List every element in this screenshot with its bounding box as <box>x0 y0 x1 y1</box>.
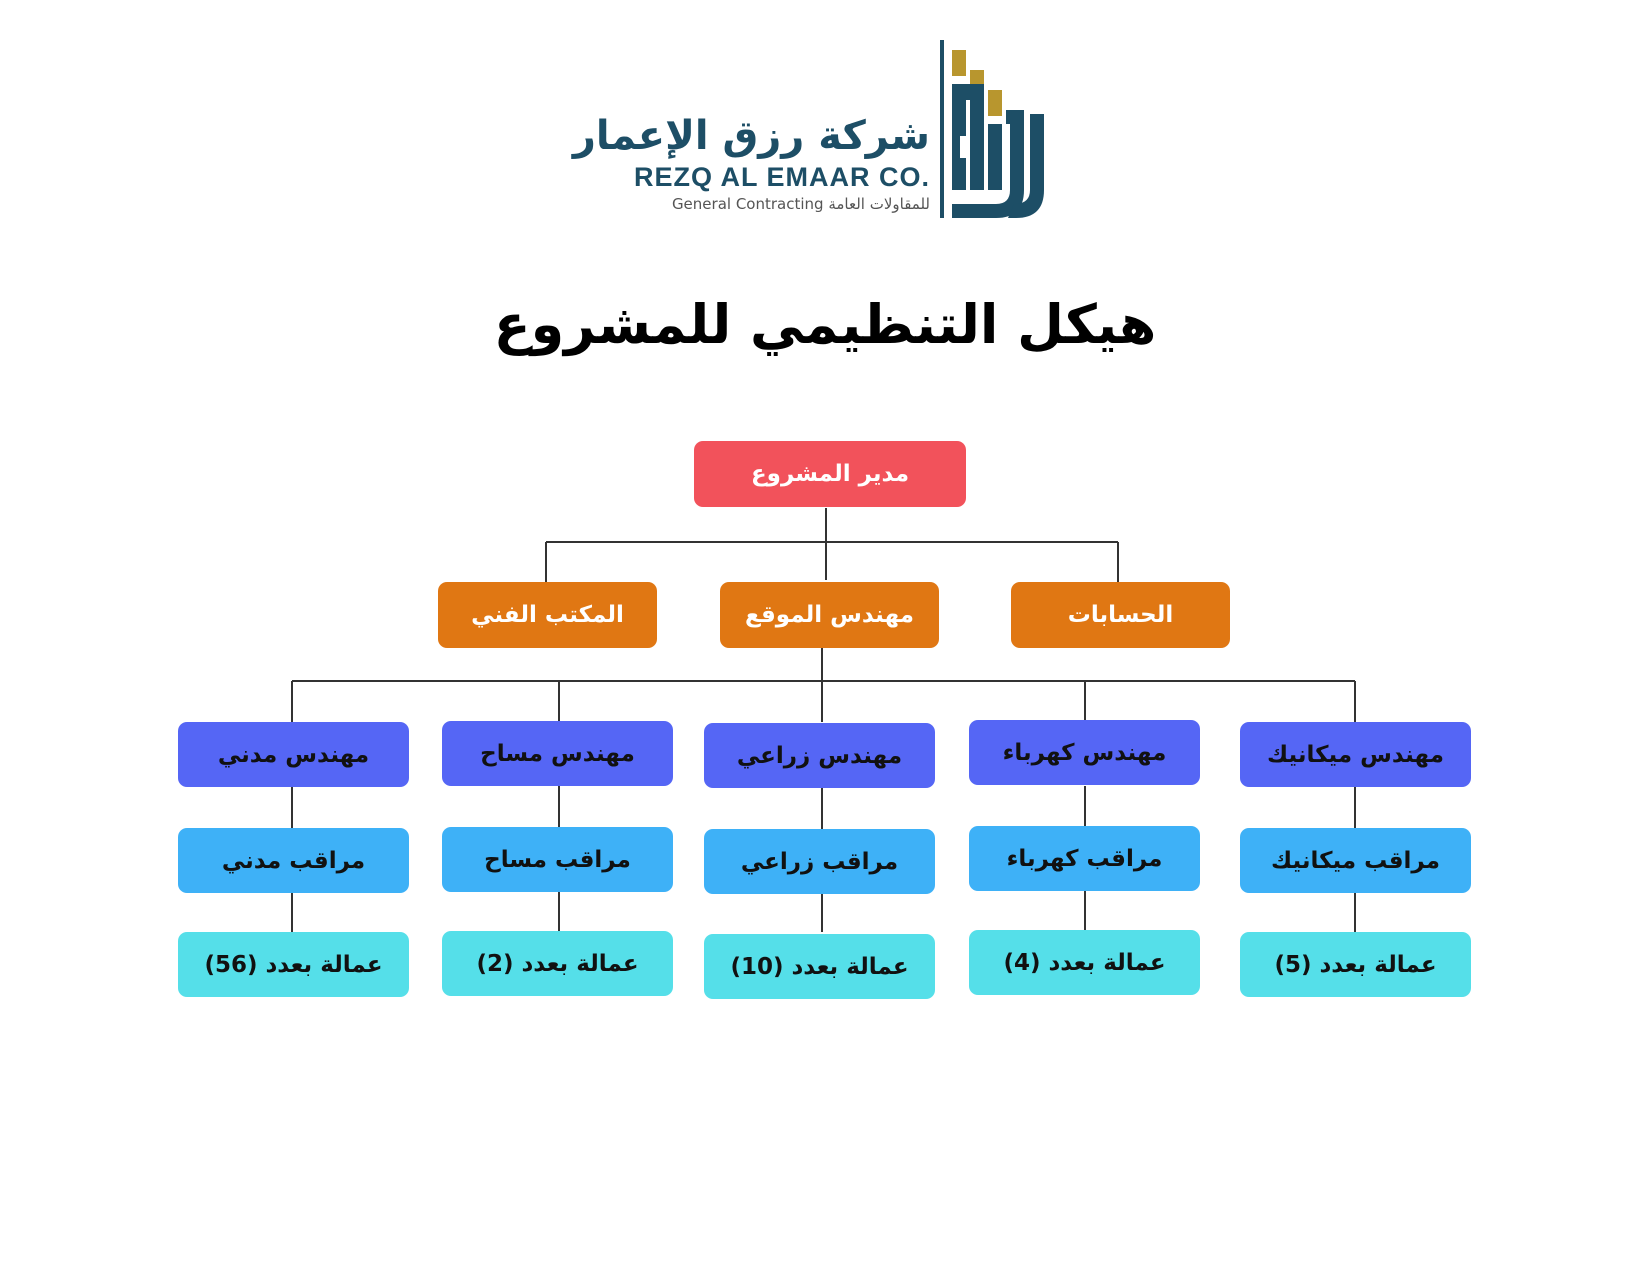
civil-supervisor-box: مراقب مدني <box>178 828 409 893</box>
agricultural-labor-box: عمالة بعدد (10) <box>704 934 935 999</box>
surveyor-supervisor-box: مراقب مساح <box>442 827 673 892</box>
surveyor-engineer-box: مهندس مساح <box>442 721 673 786</box>
accounts-box: الحسابات <box>1011 582 1230 648</box>
logo-arabic-name: شركة رزق الإعمار <box>572 113 930 159</box>
civil-engineer-box: مهندس مدني <box>178 722 409 787</box>
logo-subtitle: General Contracting للمقاولات العامة <box>671 195 930 213</box>
logo-english-name: REZQ AL EMAAR CO. <box>633 162 930 192</box>
page-title: هيكل التنظيمي للمشروع <box>493 293 1157 356</box>
mechanical-supervisor-box: مراقب ميكانيك <box>1240 828 1471 893</box>
mechanical-labor-box: عمالة بعدد (5) <box>1240 932 1471 997</box>
technical-office-box: المكتب الفني <box>438 582 657 648</box>
surveyor-labor-box: عمالة بعدد (2) <box>442 931 673 996</box>
site-engineer-box: مهندس الموقع <box>720 582 939 648</box>
mechanical-engineer-box: مهندس ميكانيك <box>1240 722 1471 787</box>
agricultural-supervisor-box: مراقب زراعي <box>704 829 935 894</box>
agricultural-engineer-box: مهندس زراعي <box>704 723 935 788</box>
civil-labor-box: عمالة بعدد (56) <box>178 932 409 997</box>
electrical-supervisor-box: مراقب كهرباء <box>969 826 1200 891</box>
project-manager-box: مدير المشروع <box>694 441 966 507</box>
electrical-engineer-box: مهندس كهرباء <box>969 720 1200 785</box>
electrical-labor-box: عمالة بعدد (4) <box>969 930 1200 995</box>
